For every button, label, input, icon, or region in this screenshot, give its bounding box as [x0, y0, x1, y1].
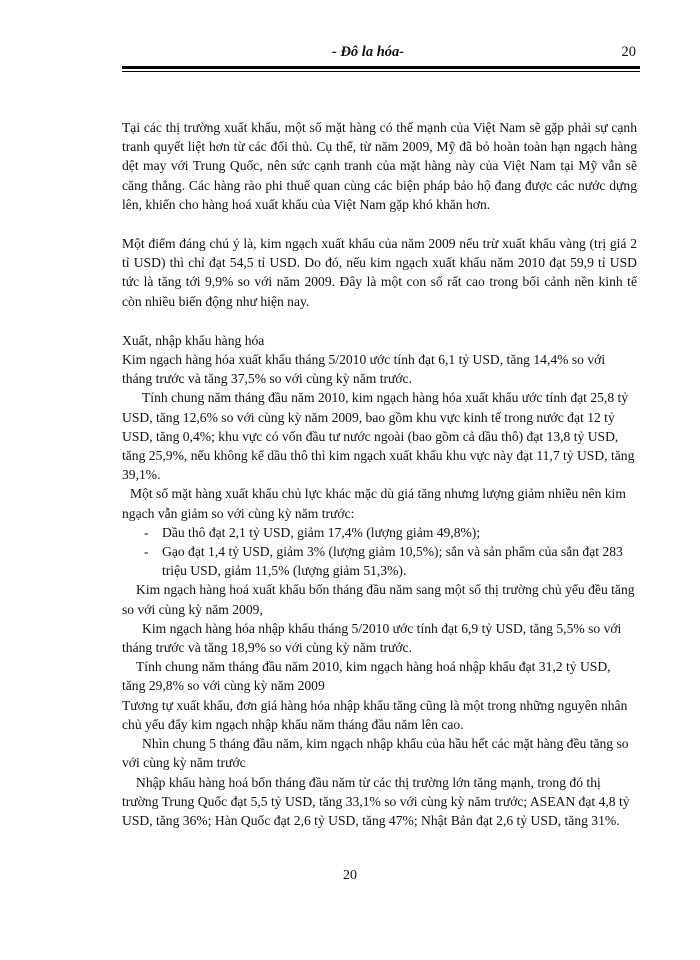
bullet-dash: - — [144, 544, 149, 560]
bullet-text: Gạo đạt 1,4 tỷ USD, giảm 3% (lượng giảm 10,5%); sắn và sản phẩm của sắn đạt 283 triệu USD, giảm 11,5% (lượng giảm 51,3%). — [162, 544, 623, 579]
paragraph-import-markets: Nhập khẩu hàng hoá bốn tháng đầu năm từ các thị trường lớn tăng mạnh, trong đó thị trường Trung Quốc đạt 5,5 tỷ USD, tăng 33,1% so với cùng kỳ năm trước; ASEAN đạt 4,8 tỷ USD, tăng 36%; Hàn Quốc đạt 2,6 tỷ USD, tăng 47%; Nhật Bản đạt 2,6 tỷ USD, tăng 31%. — [122, 774, 630, 828]
paragraph-import-five-months: Tính chung năm tháng đầu năm 2010, kim ngạch hàng hoá nhập khẩu đạt 31,2 tỷ USD, tăng 29,8% so với cùng kỳ năm 2009 — [122, 659, 611, 694]
header-rule-thick — [122, 66, 640, 69]
paragraph-export-2009: Một điểm đáng chú ý là, kim ngạch xuất khẩu của năm 2009 nếu trừ xuất khẩu vàng (trị giá 2 tỉ USD) thì chỉ đạt 54,5 tỉ USD. Do đó, nếu kim ngạch xuất khẩu năm 2010 đạt 59,9 tỉ USD tức là tăng tới 9,9% so với năm 2009. Đây là một con số rất cao trong bối cảnh nền kinh tế còn nhiều biến động như hiện nay. — [122, 236, 637, 309]
list-item — [122, 542, 637, 580]
section-heading: Xuất, nhập khẩu hàng hóa — [122, 332, 265, 348]
paragraph-export-may: Kim ngạch hàng hóa xuất khẩu tháng 5/2010 ước tính đạt 6,1 tỷ USD, tăng 14,4% so với tháng trước và tăng 37,5% so với cùng kỳ năm trước. — [122, 352, 606, 387]
paragraph-export-five-months: Tính chung năm tháng đầu năm 2010, kim ngạch hàng hóa xuất khẩu ước tính đạt 25,8 tỷ USD, tăng 12,6% so với cùng kỳ năm 2009, bao gồm khu vực kinh tế trong nước đạt 12 tỷ USD, tăng 0,4%; khu vực có vốn đầu tư nước ngoài (bao gồm cả dầu thô) đạt 13,8 tỷ USD, tăng 25,9%, nếu không kể dầu thô thì kim ngạch xuất khẩu khu vực này đạt 11,7 tỷ USD, tăng 39,1%. — [122, 390, 635, 483]
bullet-dash: - — [144, 524, 149, 540]
paragraph-export-competition: Tại các thị trường xuất khẩu, một số mặt hàng có thế mạnh của Việt Nam sẽ gặp phải sự cạnh tranh quyết liệt hơn từ các đối thủ. Cụ thể, từ năm 2009, Mỹ đã bỏ hoàn toàn hạn ngạch hàng dệt may với Trung Quốc, nên sức cạnh tranh của mặt hàng này của Việt Nam tại Mỹ vẫn sẽ căng thẳng. Các hàng rào phi thuế quan cùng các biện pháp bảo hộ đang được các nước dựng lên, khiến cho hàng hoá xuất khẩu của Việt Nam gặp khó khăn hơn. — [122, 120, 637, 212]
page-header — [122, 40, 640, 64]
page-body — [122, 118, 637, 830]
header-rule-thin — [122, 71, 640, 72]
paragraph-import-overview: Nhìn chung 5 tháng đầu năm, kim ngạch nhập khẩu của hầu hết các mặt hàng đều tăng so với cùng kỳ năm trước — [122, 736, 629, 771]
header-page-number: 20 — [621, 44, 636, 60]
bullet-text: Dầu thô đạt 2,1 tỷ USD, giảm 17,4% (lượng giảm 49,8%); — [162, 524, 481, 540]
footer-page-number: 20 — [343, 868, 357, 883]
list-item — [122, 523, 637, 542]
paragraph-import-unit-price: Tương tự xuất khẩu, đơn giá hàng hóa nhập khẩu tăng cũng là một trong những nguyên nhân chủ yếu đẩy kim ngạch nhập khẩu năm tháng đầu năm lên cao. — [122, 697, 628, 732]
running-title: - Đô la hóa- — [332, 44, 405, 60]
paragraph-import-may: Kim ngạch hàng hóa nhập khẩu tháng 5/2010 ước tính đạt 6,9 tỷ USD, tăng 5,5% so với tháng trước và tăng 18,9% so với cùng kỳ năm trước. — [122, 620, 622, 656]
paragraph-export-markets: Kim ngạch hàng hoá xuất khẩu bốn tháng đầu năm sang một số thị trường chủ yếu đều tăng so với cùng kỳ năm 2009, — [122, 582, 635, 617]
paragraph-key-exports: Một số mặt hàng xuất khẩu chủ lực khác mặc dù giá tăng nhưng lượng giảm nhiều nên kim ngạch vẫn giảm so với cùng kỳ năm trước: — [122, 486, 626, 521]
